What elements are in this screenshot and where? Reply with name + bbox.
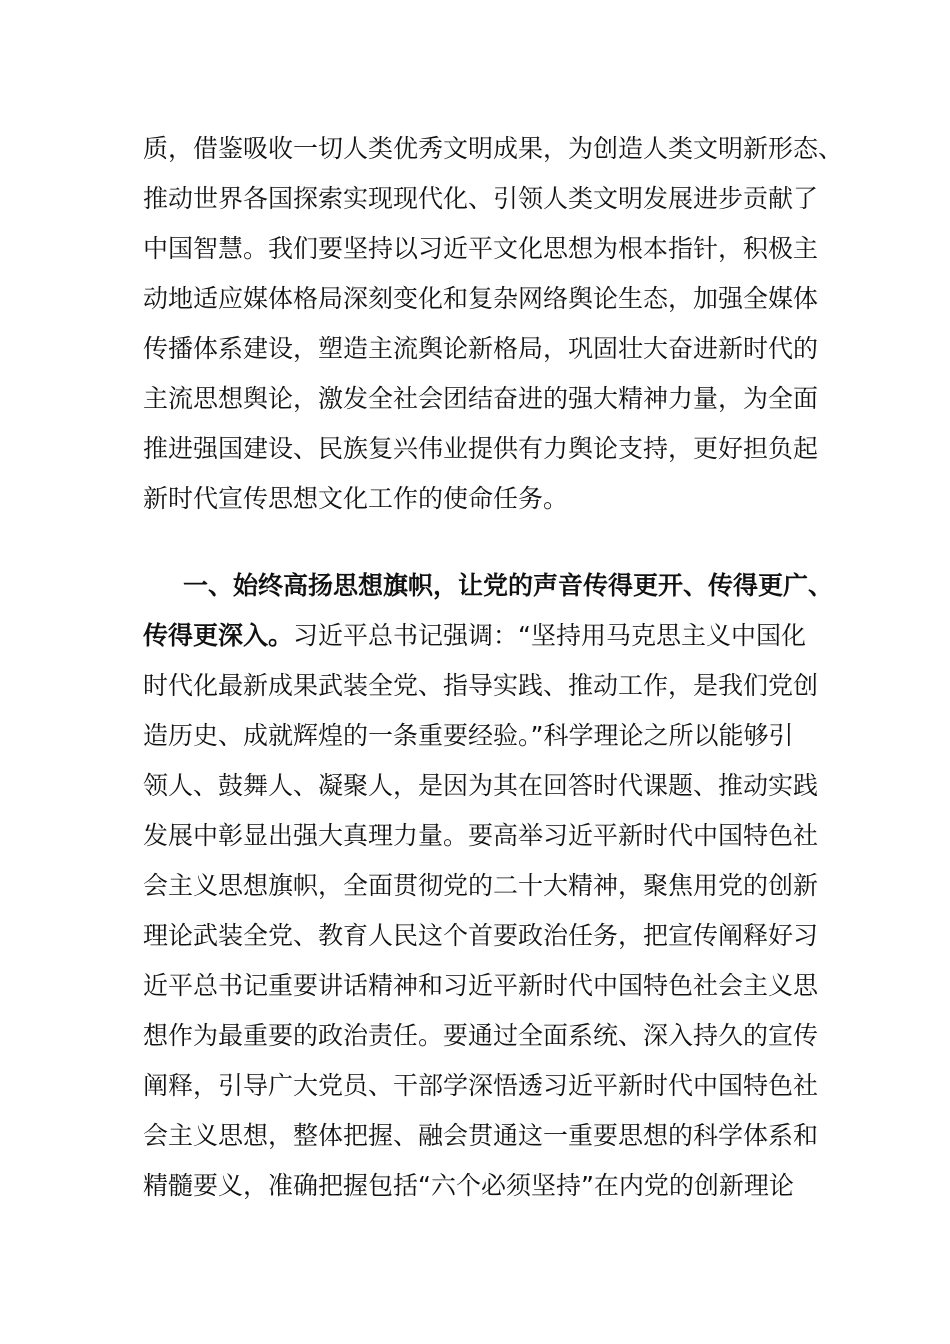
text-line: 阐释，引导广大党员、干部学深悟透习近平新时代中国特色社 xyxy=(143,1071,819,1100)
text-line: 造历史、成就辉煌的一条重要经验。”科学理论之所以能够引 xyxy=(143,721,794,750)
text-line: 推动世界各国探索实现现代化、引领人类文明发展进步贡献了 xyxy=(143,184,819,213)
text-line xyxy=(143,611,813,661)
paragraph-section-one xyxy=(143,561,834,1211)
text-line: 主流思想舆论，激发全社会团结奋进的强大精神力量，为全面 xyxy=(143,384,819,413)
text-line: 想作为最重要的政治责任。要通过全面系统、深入持久的宣传 xyxy=(143,1021,819,1050)
text-line: 推进强国建设、民族复兴伟业提供有力舆论支持，更好担负起 xyxy=(143,434,819,463)
paragraph-intro xyxy=(143,124,844,524)
text-line: 精髓要义，准确把握包括“六个必须坚持”在内党的创新理论 xyxy=(143,1171,794,1200)
text-line: 质，借鉴吸收一切人类优秀文明成果，为创造人类文明新形态、 xyxy=(143,134,844,163)
text-line: 理论武装全党、教育人民这个首要政治任务，把宣传阐释好习 xyxy=(143,921,819,950)
text-line: 发展中彰显出强大真理力量。要高举习近平新时代中国特色社 xyxy=(143,821,819,850)
text-line: 会主义思想旗帜，全面贯彻党的二十大精神，聚焦用党的创新 xyxy=(143,871,819,900)
text-line: 时代化最新成果武装全党、指导实践、推动工作，是我们党创 xyxy=(143,671,819,700)
text-line: 领人、鼓舞人、凝聚人，是因为其在回答时代课题、推动实践 xyxy=(143,771,819,800)
text-line: 动地适应媒体格局深刻变化和复杂网络舆论生态，加强全媒体 xyxy=(143,284,819,313)
text-line: 近平总书记重要讲话精神和习近平新时代中国特色社会主义思 xyxy=(143,971,819,1000)
text-line: 会主义思想，整体把握、融会贯通这一重要思想的科学体系和 xyxy=(143,1121,819,1150)
text-line: 传播体系建设，塑造主流舆论新格局，巩固壮大奋进新时代的 xyxy=(143,334,819,363)
paragraph-spacer xyxy=(143,524,813,561)
text-line: 新时代宣传思想文化工作的使命任务。 xyxy=(143,484,569,513)
document-body xyxy=(143,124,844,1211)
section-heading-end: 传得更深入。 xyxy=(143,621,294,650)
text-line: 中国智慧。我们要坚持以习近平文化思想为根本指针，积极主 xyxy=(143,234,819,263)
section-heading: 一、始终高扬思想旗帜，让党的声音传得更开、传得更广、 xyxy=(183,571,834,600)
text-line-rest: 习近平总书记强调：“坚持用马克思主义中国化 xyxy=(293,621,806,650)
